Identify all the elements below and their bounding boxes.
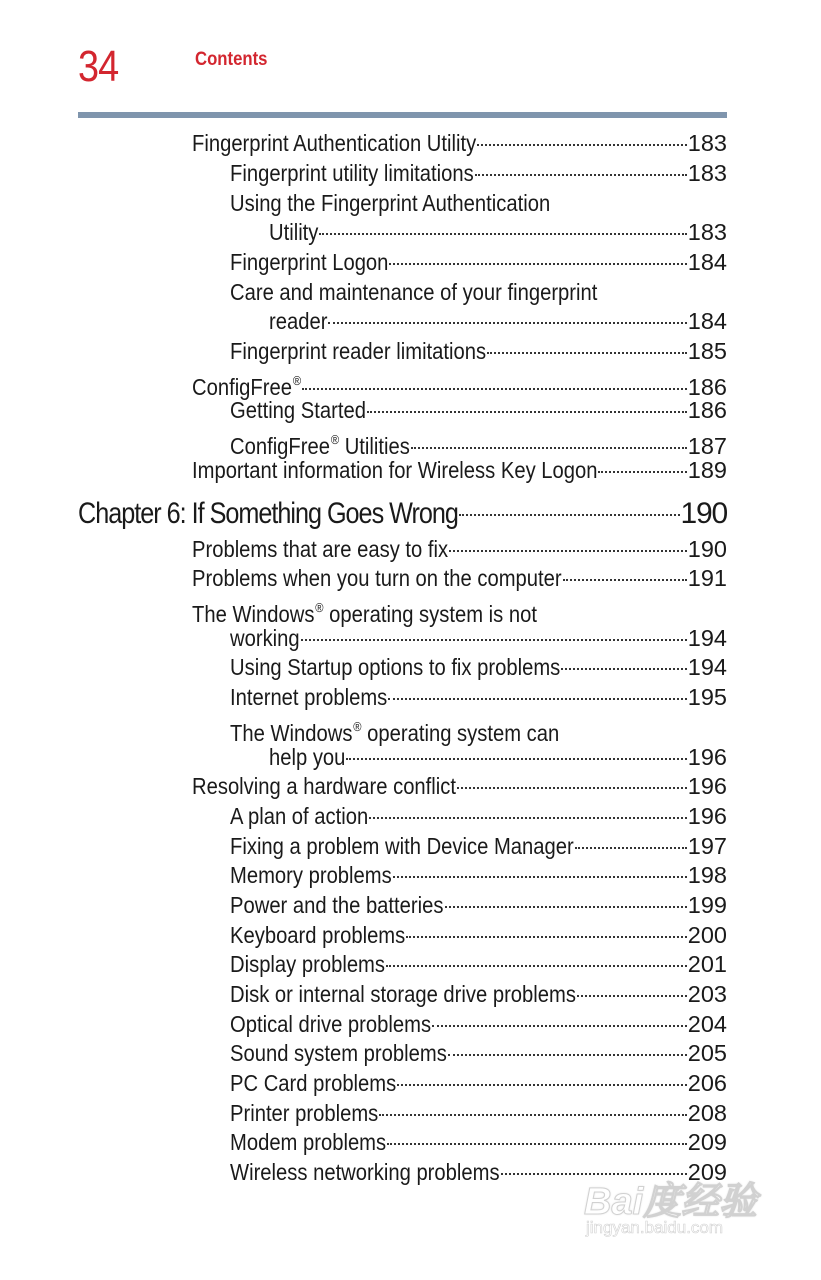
- dot-leader: [598, 469, 686, 473]
- toc-entry[interactable]: [192, 563, 727, 593]
- toc-entry-title: Fingerprint utility limitations: [230, 160, 474, 186]
- dot-leader: [389, 261, 686, 265]
- toc-entry-page: 183: [687, 219, 727, 245]
- toc-entry[interactable]: [192, 771, 727, 801]
- toc-entry-title: Fingerprint Authentication Utility: [192, 130, 477, 156]
- dot-leader: [411, 445, 687, 449]
- toc-entry-title: Modem problems: [230, 1129, 387, 1155]
- toc-entry-title: Resolving a hardware conflict: [192, 773, 456, 799]
- toc-entry-title: Fixing a problem with Device Manager: [230, 833, 574, 859]
- toc-entry-page: 206: [687, 1070, 727, 1096]
- toc-entry-title: Fingerprint Logon: [230, 249, 389, 275]
- toc-entry-page: 208: [687, 1100, 727, 1126]
- toc-entry-title: Wireless networking problems: [230, 1159, 500, 1185]
- toc-entry-title: A plan of action: [230, 803, 369, 829]
- watermark-logo: Bai度经验: [584, 1181, 758, 1223]
- dot-leader: [367, 409, 687, 413]
- toc-entry[interactable]: [230, 979, 727, 1009]
- toc-entry-page: 200: [687, 922, 727, 948]
- toc-entry-page: 183: [687, 160, 727, 186]
- dot-leader: [379, 1112, 686, 1116]
- toc-entry-title: Power and the batteries: [230, 892, 444, 918]
- toc-entry[interactable]: [230, 247, 727, 277]
- toc-entry-title: Disk or internal storage drive problems: [230, 981, 576, 1007]
- toc-entry[interactable]: [192, 128, 727, 158]
- registered-mark: ®: [315, 600, 324, 615]
- dot-leader: [328, 320, 686, 324]
- toc-entry[interactable]: [230, 1127, 727, 1157]
- toc-entry-page: 195: [687, 684, 727, 710]
- dot-leader: [561, 666, 687, 670]
- toc-entry-page: 184: [687, 308, 727, 334]
- dot-leader: [388, 696, 687, 700]
- dot-leader: [393, 874, 687, 878]
- toc-entry-title: Printer problems: [230, 1100, 379, 1126]
- toc-chapter-entry[interactable]: [78, 496, 727, 532]
- toc-entry[interactable]: [230, 1068, 727, 1098]
- toc-entry-title-text: operating system is not: [323, 601, 537, 627]
- toc-entry-title: Utility: [269, 219, 319, 245]
- toc-entry[interactable]: [230, 920, 727, 950]
- dot-leader: [445, 904, 687, 908]
- toc-entry-page: 199: [687, 892, 727, 918]
- toc-entry-page: 209: [687, 1159, 727, 1185]
- toc-entry-title: Problems that are easy to fix: [192, 536, 449, 562]
- toc-entry-page: 187: [687, 433, 727, 459]
- toc-entry-title: Internet problems: [230, 684, 388, 710]
- toc-entry-continuation[interactable]: [269, 306, 727, 336]
- toc-entry[interactable]: [230, 1009, 727, 1039]
- toc-entry-page: 183: [687, 130, 727, 156]
- dot-leader: [577, 993, 687, 997]
- dot-leader: [432, 1023, 687, 1027]
- toc-entry[interactable]: [230, 1038, 727, 1068]
- registered-mark: ®: [330, 432, 340, 447]
- toc-entry-page: 204: [687, 1011, 727, 1037]
- toc-entry-title: Using Startup options to fix problems: [230, 654, 561, 680]
- toc-entry[interactable]: [230, 652, 727, 682]
- toc-entry-title-text: The Windows: [230, 720, 353, 746]
- dot-leader: [459, 512, 680, 516]
- toc-entry-page: 186: [687, 374, 727, 400]
- toc-entry[interactable]: [192, 455, 727, 485]
- toc-entry-title: Fingerprint reader limitations: [230, 338, 487, 364]
- dot-leader: [475, 172, 687, 176]
- dot-leader: [448, 1052, 687, 1056]
- toc-entry-title: Using the Fingerprint Authentication: [230, 190, 551, 216]
- toc-entry-page: 190: [687, 536, 727, 562]
- toc-entry-title-text: ConfigFree: [192, 374, 292, 400]
- toc-entry-page: 198: [687, 862, 727, 888]
- toc-entry-page: 196: [687, 803, 727, 829]
- dot-leader: [397, 1082, 687, 1086]
- toc-entry-title: Care and maintenance of your fingerprint: [230, 279, 598, 305]
- dot-leader: [575, 845, 687, 849]
- toc-entry-title-text: ConfigFree: [230, 433, 330, 459]
- toc-entry-continuation[interactable]: [230, 623, 727, 653]
- dot-leader: [319, 231, 686, 235]
- toc-chapter-title: Chapter 6: If Something Goes Wrong: [78, 497, 458, 530]
- toc-entry[interactable]: [230, 277, 727, 307]
- registered-mark: ®: [353, 719, 362, 734]
- dot-leader: [346, 756, 686, 760]
- toc-entry-continuation[interactable]: [269, 217, 727, 247]
- dot-leader: [477, 142, 687, 146]
- page-number: 34: [78, 42, 119, 91]
- toc-entry[interactable]: [230, 1098, 727, 1128]
- toc-entry-title: Problems when you turn on the computer: [192, 565, 562, 591]
- toc-entry[interactable]: [230, 949, 727, 979]
- toc-entry-page: 203: [687, 981, 727, 1007]
- toc-entry-title-text: operating system can: [361, 720, 560, 746]
- toc-entry-continuation[interactable]: [269, 742, 727, 772]
- toc-entry[interactable]: [230, 890, 727, 920]
- toc-entry-page: 191: [687, 565, 727, 591]
- dot-leader: [387, 1141, 687, 1145]
- dot-leader: [457, 785, 687, 789]
- toc-entry-page: 189: [687, 457, 727, 483]
- toc-entry[interactable]: [230, 158, 727, 188]
- dot-leader: [487, 350, 687, 354]
- toc-entry-page: 196: [687, 744, 727, 770]
- registered-mark: ®: [292, 373, 302, 388]
- toc-entry-title: reader: [269, 308, 328, 334]
- dot-leader: [406, 934, 687, 938]
- dot-leader: [449, 548, 687, 552]
- toc-entry-page: 201: [687, 951, 727, 977]
- toc-entry-page: 194: [687, 625, 727, 651]
- toc-entry[interactable]: [230, 682, 727, 712]
- baidu-watermark: [584, 1170, 774, 1250]
- toc-entry-page: 194: [687, 654, 727, 680]
- toc-entry-title: Memory problems: [230, 862, 392, 888]
- toc-entry-title: working: [230, 625, 300, 651]
- toc-entry[interactable]: [230, 831, 727, 861]
- dot-leader: [386, 963, 687, 967]
- header-rule: [78, 112, 727, 118]
- dot-leader: [302, 386, 687, 390]
- toc-entry-title: Getting Started: [230, 397, 366, 423]
- dot-leader: [563, 577, 687, 581]
- toc-entry-page: 186: [687, 397, 727, 423]
- toc-entry-page: 185: [687, 338, 727, 364]
- toc-entry-title: help you: [269, 744, 346, 770]
- toc-entry-title: Important information for Wireless Key Logon: [192, 457, 598, 483]
- toc-entry[interactable]: [230, 860, 727, 890]
- running-head: Contents: [195, 49, 268, 70]
- toc-entry[interactable]: [230, 188, 727, 218]
- toc-entry-title: Keyboard problems: [230, 922, 406, 948]
- toc-entry-title: Optical drive problems: [230, 1011, 432, 1037]
- toc-entry[interactable]: [230, 801, 727, 831]
- toc-entry-title: Sound system problems: [230, 1040, 447, 1066]
- dot-leader: [369, 815, 687, 819]
- toc-entry[interactable]: [192, 534, 727, 564]
- watermark-url: jingyan.baidu.com: [586, 1218, 724, 1237]
- toc-entry-title: Display problems: [230, 951, 386, 977]
- toc-entry-title-text: Utilities: [339, 433, 410, 459]
- toc-entry-page: 190: [680, 497, 727, 530]
- toc-entry-page: 209: [687, 1129, 727, 1155]
- dot-leader: [301, 637, 687, 641]
- toc-entry-title-text: The Windows: [192, 601, 315, 627]
- toc-entry-page: 197: [687, 833, 727, 859]
- toc-entry-title: PC Card problems: [230, 1070, 397, 1096]
- toc-entry-page: 196: [687, 773, 727, 799]
- toc-entry[interactable]: [230, 395, 727, 425]
- toc-entry-page: 205: [687, 1040, 727, 1066]
- toc-entry-page: 184: [687, 249, 727, 275]
- toc-entry[interactable]: [230, 336, 727, 366]
